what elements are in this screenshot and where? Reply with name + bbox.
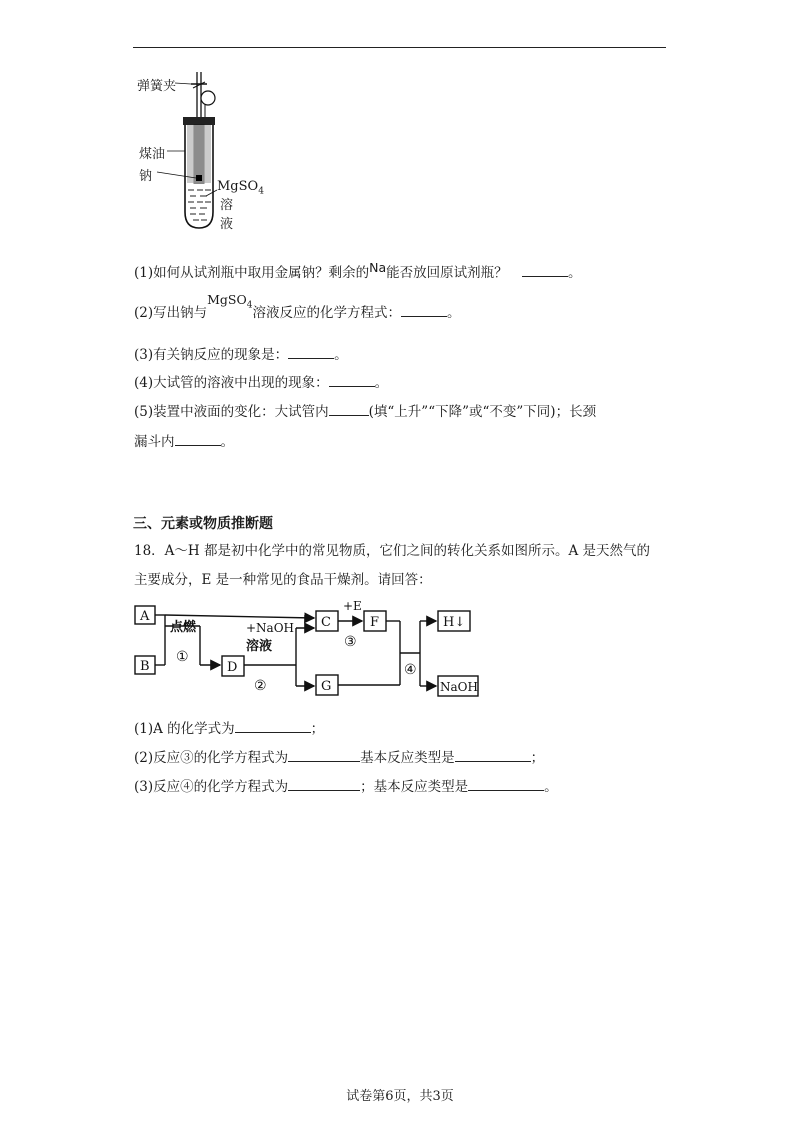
q18-part3: (3)反应④的化学方程式为 ；基本反应类型是 。 [134, 776, 558, 796]
label-c: C [321, 615, 331, 630]
cond-e: +E [343, 599, 362, 613]
mgso4-formula: MgSO$_4$ [207, 292, 253, 311]
section-title: 三、元素或物质推断题 [133, 516, 273, 532]
answer-blank-9[interactable] [455, 747, 531, 762]
label-d: D [227, 660, 238, 675]
num-2: ② [254, 678, 267, 694]
answer-blank-8[interactable] [288, 747, 360, 762]
answer-blank-2[interactable] [401, 302, 447, 317]
answer-blank-1[interactable] [522, 262, 568, 277]
flow-diagram-svg [130, 598, 490, 702]
label-g: G [321, 679, 332, 694]
num-4: ④ [404, 662, 417, 678]
q17-part5-line1: (5)装置中液面的变化：大试管内 (填“上升”“下降”或“不变”下同)；长颈 [134, 401, 596, 421]
reaction-flow-diagram [130, 598, 490, 702]
answer-blank-6[interactable] [175, 431, 221, 446]
q17-part3: (3)有关钠反应的现象是： 。 [134, 344, 348, 364]
answer-blank-4[interactable] [329, 372, 375, 387]
label-h: H↓ [443, 615, 466, 630]
cond-ignite: 点燃 [170, 620, 197, 635]
label-solution: 溶液 [220, 198, 234, 232]
page-footer: 试卷第6页，共3页 [346, 1089, 454, 1104]
q18-intro-line2: 主要成分，E 是一种常见的食品干燥剂。请回答： [134, 572, 432, 588]
answer-blank-11[interactable] [468, 776, 544, 791]
q17-part5-line2: 漏斗内 。 [134, 431, 234, 451]
label-b: B [140, 659, 150, 674]
label-mgso4: MgSO$_4$ [217, 179, 264, 197]
label-a: A [140, 609, 150, 624]
q18-intro-line1: 18．A～H 都是初中化学中的常见物质，它们之间的转化关系如图所示。A 是天然气的 [134, 543, 651, 559]
label-spring-clip: 弹簧夹 [137, 79, 177, 94]
label-kerosene: 煤油 [139, 147, 166, 162]
label-naoh: NaOH [440, 680, 478, 694]
q17-part4: (4)大试管的溶液中出现的现象： 。 [134, 372, 388, 392]
label-f: F [370, 615, 380, 630]
apparatus-figure [133, 62, 264, 242]
num-1: ① [176, 649, 189, 665]
q17-part2: (2)写出钠与MgSO$_4$溶液反应的化学方程式： 。 [134, 292, 461, 321]
num-3: ③ [344, 634, 357, 650]
q17-part1: (1)如何从试剂瓶中取用金属钠？剩余的Na能否放回原试剂瓶？ 。 [134, 260, 582, 281]
answer-blank-5[interactable] [329, 401, 369, 416]
q18-part2: (2)反应③的化学方程式为 基本反应类型是 ； [134, 747, 544, 767]
answer-blank-3[interactable] [288, 344, 334, 359]
label-sodium: 钠 [139, 169, 153, 184]
cond-naoh: +NaOH [246, 621, 295, 635]
answer-blank-10[interactable] [288, 776, 360, 791]
q18-part1: (1)A 的化学式为 ； [134, 718, 324, 738]
cond-solution: 溶液 [246, 639, 273, 654]
answer-blank-7[interactable] [235, 718, 311, 733]
header-rule [133, 47, 666, 48]
na-formula: Na [369, 260, 387, 275]
